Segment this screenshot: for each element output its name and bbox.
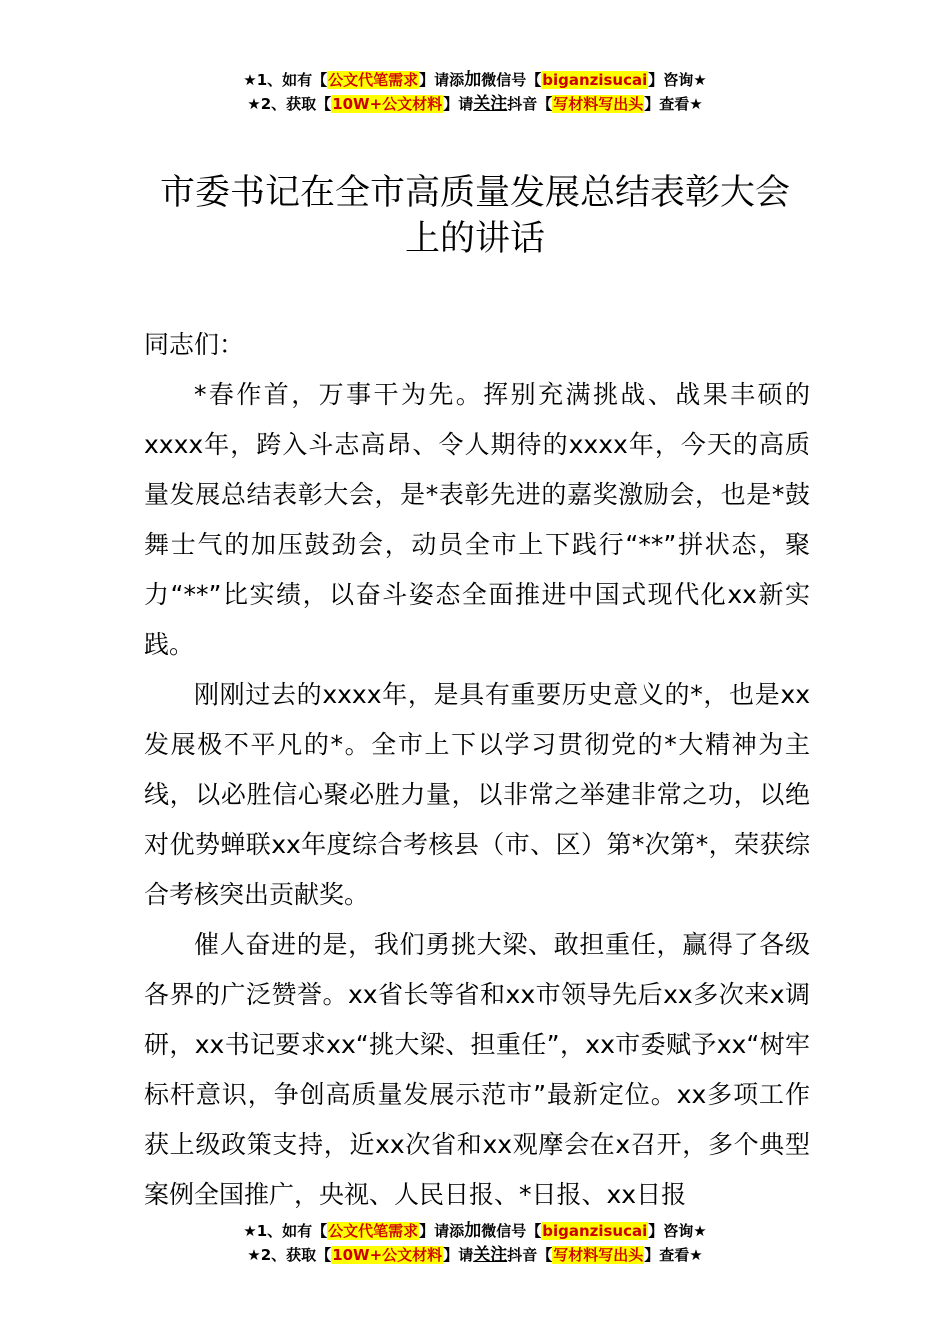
banner-text: 微信号【 [481, 71, 542, 89]
banner-line-1 [0, 1219, 950, 1243]
banner-text: 微信号【 [481, 1222, 542, 1240]
banner-emphasis: 加 [464, 1221, 482, 1241]
paragraph: 催人奋进的是，我们勇挑大梁、敢担重任，赢得了各级各界的广泛赞誉。xx省长等省和xx市领导先后xx多次来x调研，xx书记要求xx“挑大梁、担重任”，xx市委赋予xx“树牢标杆意识，争创高质量发展示范市”最新定位。xx多项工作获上级政策支持，近xx次省和xx观摩会在x召开，多个典型案例全国推广，央视、人民日报、*日报、xx日报 [144, 930, 810, 1209]
title-line: 市委书记在全市高质量发展总结表彰大会 [159, 173, 790, 213]
banner-text: 】查看★ [644, 1246, 703, 1264]
banner-text: 抖音【 [507, 1246, 553, 1264]
banner-highlight: 10W+公文材料 [332, 1246, 443, 1264]
banner-text: 】查看★ [644, 95, 703, 113]
banner-text: ★2、获取【 [247, 1246, 332, 1264]
banner-emphasis: 关注 [473, 1245, 508, 1265]
banner-text: ★1、如有【 [243, 71, 328, 89]
banner-line-2 [0, 92, 950, 116]
banner-text: 】咨询★ [648, 71, 707, 89]
banner-emphasis: 关注 [473, 94, 508, 114]
banner-emphasis: 加 [464, 70, 482, 90]
footer-banner [0, 1219, 950, 1267]
document-body [144, 320, 810, 1220]
banner-text: 】请 [443, 95, 474, 113]
banner-highlight: 写材料写出头 [553, 1246, 644, 1264]
banner-text: 】请添 [419, 1222, 465, 1240]
banner-text: 】请 [443, 1246, 474, 1264]
banner-text: ★2、获取【 [247, 95, 332, 113]
banner-line-2 [0, 1243, 950, 1267]
document-title [100, 170, 850, 262]
banner-highlight: 10W+公文材料 [332, 95, 443, 113]
header-banner [0, 68, 950, 116]
banner-line-1 [0, 68, 950, 92]
banner-highlight: biganzisucai [542, 71, 648, 89]
paragraph: 刚刚过去的xxxx年，是具有重要历史意义的*，也是xx发展极不平凡的*。全市上下以学习贯彻党的*大精神为主线，以必胜信心聚必胜力量，以非常之举建非常之功，以绝对优势蝉联xx年度综合考核县（市、区）第*次第*，荣获综合考核突出贡献奖。 [144, 680, 810, 909]
banner-text: ★1、如有【 [243, 1222, 328, 1240]
banner-highlight: 公文代笔需求 [328, 71, 419, 89]
banner-text: 】请添 [419, 71, 465, 89]
banner-highlight: 写材料写出头 [553, 95, 644, 113]
salutation: 同志们： [144, 330, 245, 359]
paragraph: *春作首，万事干为先。挥别充满挑战、战果丰硕的xxxx年，跨入斗志高昂、令人期待的xxxx年，今天的高质量发展总结表彰大会，是*表彰先进的嘉奖激励会，也是*鼓舞士气的加压鼓劲会，动员全市上下践行“**”拼状态，聚力“**”比实绩，以奋斗姿态全面推进中国式现代化xx新实践。 [144, 380, 810, 659]
banner-highlight: biganzisucai [542, 1222, 648, 1240]
banner-highlight: 公文代笔需求 [328, 1222, 419, 1240]
banner-text: 抖音【 [507, 95, 553, 113]
title-line: 上的讲话 [404, 219, 545, 259]
banner-text: 】咨询★ [648, 1222, 707, 1240]
